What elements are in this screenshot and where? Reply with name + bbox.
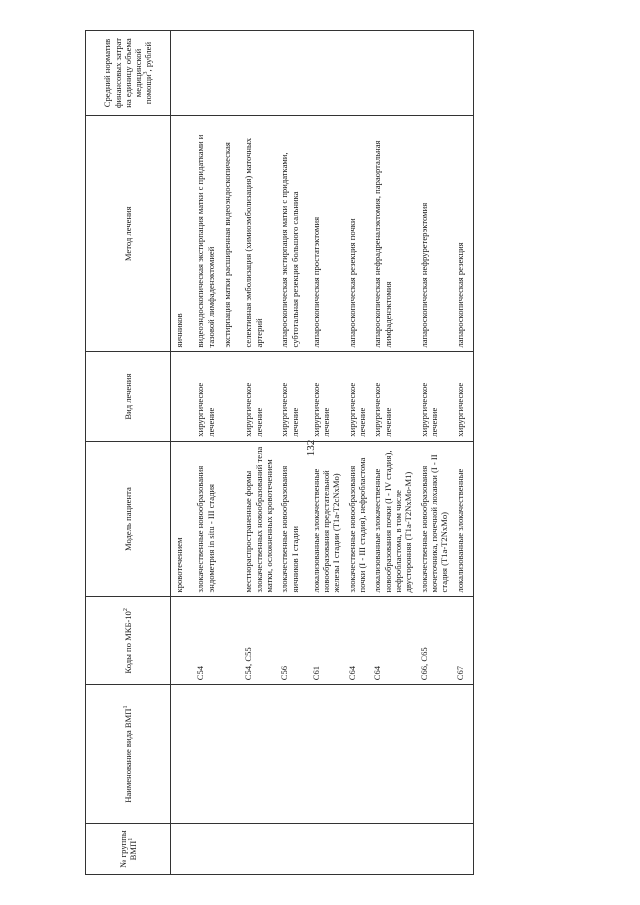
- cell-group: [308, 824, 344, 875]
- cell-kind: хирургическое лечение: [240, 352, 276, 441]
- header-kind: Вид лечения: [86, 352, 171, 441]
- cell-method: [276, 116, 308, 352]
- cell-model: локализованные злокачественные новообразования почки (I - IV стадия), нефробластома, в том числе двусторонняя (T1a-T2NxMo-M1): [369, 441, 415, 597]
- cell-method: [369, 116, 415, 352]
- method-item: лапароскопическая нефрадреналэктомия, параортальная лимфаденэктомия: [372, 140, 393, 348]
- header-codes: Коды по МКБ-$10^2$: [86, 597, 171, 685]
- method-item: лапароскопическая резекция: [454, 242, 465, 348]
- cell-kind: хирургическое лечение: [276, 352, 308, 441]
- table-row: [452, 31, 474, 875]
- method-item: видеоэндоскопическая экстирпация матки с придатками и тазовой лимфаденэктомией: [195, 134, 216, 348]
- cell-name: [308, 685, 344, 824]
- method-item: лапароскопическая простатэктомия: [310, 216, 321, 348]
- cell-group: [192, 824, 240, 875]
- page-number: 132: [305, 439, 317, 457]
- method-item: лапароскопическая резекция почки: [346, 218, 357, 348]
- cell-group: [452, 824, 474, 875]
- cell-method: [344, 116, 370, 352]
- cell-model: злокачественные новообразования почки (I - III стадия), нефробластома: [344, 441, 370, 597]
- cell-method: [171, 116, 193, 352]
- cell-name: [171, 685, 193, 824]
- cell-code: C54: [192, 597, 240, 685]
- table-row: [308, 31, 344, 875]
- cell-model: злокачественные новообразования мочеточника, почечной лоханки (I - II стадия (T1a-T2NxMo): [416, 441, 452, 597]
- table-row: [276, 31, 308, 875]
- method-item: экстирпация матки расширенная видеоэндоскопическая: [221, 142, 232, 348]
- cell-kind: хирургическое: [452, 352, 474, 441]
- header-name: Наименование вида ВМП$^1$: [86, 685, 171, 824]
- table-row: [171, 31, 193, 875]
- cell-kind: [171, 352, 193, 441]
- cell-cost: [240, 31, 276, 116]
- vmp-table: [85, 30, 474, 875]
- table-row: [240, 31, 276, 875]
- cell-name: [416, 685, 452, 824]
- cell-code: C67: [452, 597, 474, 685]
- cell-model: локализованные злокачественные: [452, 441, 474, 597]
- cell-method: [452, 116, 474, 352]
- table-row: [192, 31, 240, 875]
- cell-group: [344, 824, 370, 875]
- method-item: яичников: [174, 313, 184, 348]
- method-item: селективная эмболизация (химиоэмболизация) маточных артерий: [243, 137, 264, 348]
- rotated-table-container: [85, 30, 640, 875]
- cell-model: кровотечением: [171, 441, 193, 597]
- cell-cost: [369, 31, 415, 116]
- cell-model: местнораспространенные формы злокачественных новообразований тела матки, осложненных кровотечением: [240, 441, 276, 597]
- method-item: лапароскопическая экстирпация матки с придатками, субтотальная резекция большого сальника: [279, 152, 300, 348]
- cell-code: C64: [344, 597, 370, 685]
- cell-group: [171, 824, 193, 875]
- cell-kind: хирургическое лечение: [369, 352, 415, 441]
- cell-code: C56: [276, 597, 308, 685]
- cell-name: [344, 685, 370, 824]
- header-cost: Средний норматив финансовых затрат на единицу объема медицинской помощи$^3$, рублей: [86, 31, 171, 116]
- cell-method: [240, 116, 276, 352]
- method-item: лапароскопическая нефруретерэктомия: [418, 202, 429, 348]
- cell-kind: хирургическое лечение: [344, 352, 370, 441]
- cell-group: [369, 824, 415, 875]
- cell-kind: хирургическое лечение: [192, 352, 240, 441]
- cell-group: [240, 824, 276, 875]
- cell-name: [452, 685, 474, 824]
- cell-method: [308, 116, 344, 352]
- cell-cost: [452, 31, 474, 116]
- cell-method: [192, 116, 240, 352]
- table-row: [344, 31, 370, 875]
- cell-group: [276, 824, 308, 875]
- cell-cost: [344, 31, 370, 116]
- cell-cost: [416, 31, 452, 116]
- table-row: [369, 31, 415, 875]
- cell-name: [192, 685, 240, 824]
- header-method: Метод лечения: [86, 116, 171, 352]
- cell-code: C54, C55: [240, 597, 276, 685]
- header-group: № группы ВМП$^1$: [86, 824, 171, 875]
- cell-kind: хирургическое лечение: [308, 352, 344, 441]
- cell-model: злокачественные новообразования эндометрия in situ - III стадия: [192, 441, 240, 597]
- cell-model: локализованные злокачественные новообразования предстательной железы I стадии (T1a-T2cNxMo): [308, 441, 344, 597]
- cell-kind: хирургическое лечение: [416, 352, 452, 441]
- table-header-row: [86, 31, 171, 875]
- cell-code: C66, C65: [416, 597, 452, 685]
- header-model: Модель пациента: [86, 441, 171, 597]
- cell-name: [369, 685, 415, 824]
- table-body: [171, 31, 474, 875]
- cell-name: [276, 685, 308, 824]
- cell-group: [416, 824, 452, 875]
- cell-model: злокачественные новообразования яичников I стадии: [276, 441, 308, 597]
- cell-code: C64: [369, 597, 415, 685]
- cell-cost: [192, 31, 240, 116]
- cell-name: [240, 685, 276, 824]
- cell-cost: [171, 31, 193, 116]
- cell-method: [416, 116, 452, 352]
- table-row: [416, 31, 452, 875]
- cell-cost: [308, 31, 344, 116]
- cell-cost: [276, 31, 308, 116]
- cell-code: [171, 597, 193, 685]
- cell-code: C61: [308, 597, 344, 685]
